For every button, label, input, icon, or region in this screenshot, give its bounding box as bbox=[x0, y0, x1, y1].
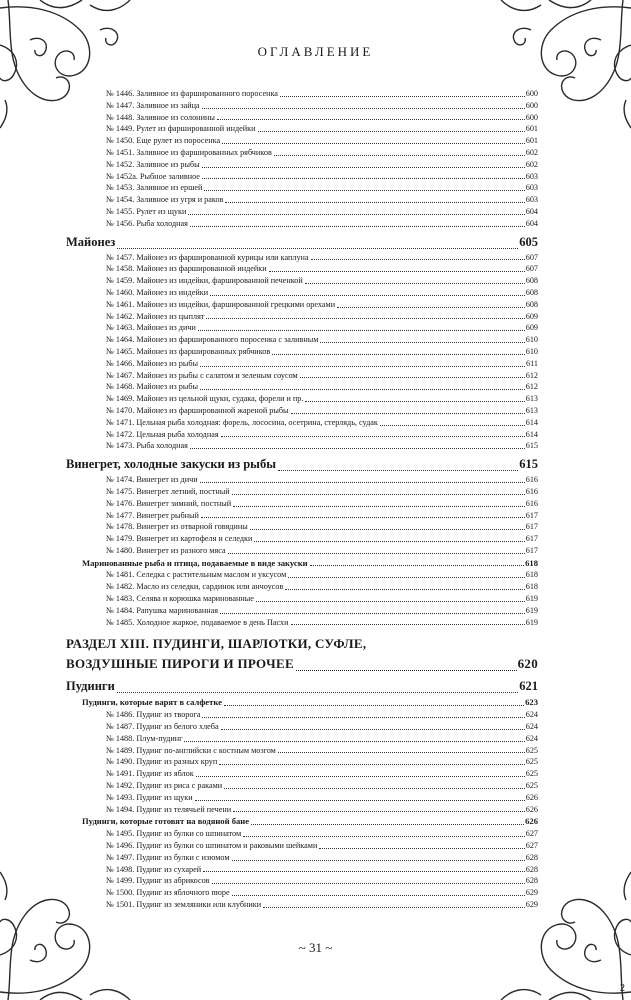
entry-page: 602 bbox=[525, 147, 538, 157]
entry-title: № 1459. Майонез из индейки, фаршированной печенкой bbox=[106, 276, 303, 286]
page-number: ~ 31 ~ bbox=[298, 940, 333, 955]
entry-page: 603 bbox=[525, 195, 538, 205]
dot-leader bbox=[202, 167, 525, 168]
entry-page: 629 bbox=[525, 900, 538, 910]
entry-title: № 1465. Майонез из фаршированных рябчиков bbox=[106, 346, 271, 356]
entry-title: № 1496. Пудинг из булки со шпинатом и раковыми шейками bbox=[106, 841, 318, 851]
dot-leader bbox=[202, 108, 525, 109]
toc-entry[interactable] bbox=[66, 100, 538, 112]
dot-leader bbox=[272, 354, 525, 355]
toc-entry[interactable] bbox=[66, 828, 538, 840]
toc-entry[interactable] bbox=[66, 440, 538, 452]
entry-title: № 1453. Заливное из ершей bbox=[106, 183, 203, 193]
entry-title: № 1448. Заливное из солонины bbox=[106, 112, 215, 122]
entry-title: № 1481. Селедка с растительным маслом и уксусом bbox=[106, 570, 287, 580]
entry-title: № 1466. Майонез из рыбы bbox=[106, 358, 199, 368]
entry-page: 625 bbox=[525, 769, 538, 779]
entry-page: 603 bbox=[525, 171, 538, 181]
toc-entry[interactable] bbox=[66, 474, 538, 486]
dot-leader bbox=[206, 318, 524, 319]
dot-leader bbox=[224, 788, 525, 789]
dot-leader bbox=[254, 541, 524, 542]
dot-leader bbox=[224, 705, 524, 706]
entry-title: № 1501. Пудинг из земляники или клубники bbox=[106, 900, 262, 910]
toc-entry[interactable] bbox=[66, 792, 538, 804]
entry-page: 617 bbox=[525, 510, 538, 520]
toc-entry[interactable] bbox=[66, 123, 538, 135]
toc-entry[interactable] bbox=[66, 780, 538, 792]
entry-page: 610 bbox=[525, 346, 538, 356]
dot-leader bbox=[228, 553, 525, 554]
subsection-title: Маринованные рыба и птица, подаваемые в виде закуски bbox=[82, 557, 308, 568]
entry-page: 610 bbox=[525, 335, 538, 345]
entry-page: 625 bbox=[525, 745, 538, 755]
toc-entry[interactable] bbox=[66, 875, 538, 887]
entry-group bbox=[66, 474, 538, 557]
entry-title: № 1463. Майонез из дичи bbox=[106, 323, 196, 333]
entry-title: № 1454. Заливное из угря и раков bbox=[106, 195, 224, 205]
toc-entry[interactable] bbox=[66, 405, 538, 417]
dot-leader bbox=[310, 565, 524, 566]
toc-entry[interactable] bbox=[66, 88, 538, 100]
part-title: ВОЗДУШНЫЕ ПИРОГИ И ПРОЧЕЕ bbox=[66, 656, 294, 672]
dot-leader bbox=[251, 824, 524, 825]
toc-entry[interactable] bbox=[66, 358, 538, 370]
subsection-page: 623 bbox=[525, 697, 538, 708]
toc-entry[interactable] bbox=[66, 322, 538, 334]
toc-entry[interactable] bbox=[66, 393, 538, 405]
dot-leader bbox=[311, 259, 525, 260]
entry-title: № 1446. Заливное из фаршированного поросенка bbox=[106, 89, 278, 98]
table-of-contents bbox=[66, 88, 538, 911]
entry-title: № 1456. Рыба холодная bbox=[106, 218, 188, 228]
section-title: Майонез bbox=[66, 234, 116, 249]
dot-leader bbox=[305, 283, 525, 284]
entry-title: № 1498. Пудинг из сухарей bbox=[106, 864, 202, 874]
section-page: 605 bbox=[519, 234, 538, 249]
entry-title: № 1499. Пудинг из абрикосов bbox=[106, 876, 210, 886]
toc-entry[interactable] bbox=[66, 311, 538, 323]
dot-leader bbox=[274, 155, 525, 156]
subsection-page: 626 bbox=[525, 816, 538, 827]
entry-title: № 1487. Пудинг из белого хлеба bbox=[106, 722, 219, 732]
subsection-heading[interactable] bbox=[66, 815, 538, 828]
entry-group bbox=[66, 88, 538, 230]
toc-entry[interactable] bbox=[66, 593, 538, 605]
entry-title: № 1488. Плум-пудинг bbox=[106, 733, 183, 743]
dot-leader bbox=[320, 342, 524, 343]
entry-page: 625 bbox=[525, 781, 538, 791]
entry-title: № 1452. Заливное из рыбы bbox=[106, 159, 200, 169]
entry-page: 618 bbox=[525, 582, 538, 592]
entry-title: № 1468. Майонез из рыбы bbox=[106, 382, 199, 392]
section-page: 615 bbox=[519, 457, 538, 472]
dot-leader bbox=[380, 425, 525, 426]
entry-title: № 1500. Пудинг из яблочного пюре bbox=[106, 888, 230, 898]
dot-leader bbox=[212, 883, 525, 884]
toc-entry[interactable] bbox=[66, 370, 538, 382]
entry-title: № 1475. Винегрет летний, постный bbox=[106, 486, 230, 496]
toc-entry[interactable] bbox=[66, 899, 538, 911]
entry-page: 600 bbox=[525, 112, 538, 122]
dot-leader bbox=[319, 848, 524, 849]
dot-leader bbox=[203, 871, 525, 872]
entry-page: 628 bbox=[525, 864, 538, 874]
dot-leader bbox=[220, 613, 525, 614]
dot-leader bbox=[278, 752, 525, 753]
toc-entry[interactable] bbox=[66, 768, 538, 780]
entry-page: 629 bbox=[525, 888, 538, 898]
dot-leader bbox=[278, 470, 518, 471]
dot-leader bbox=[200, 482, 525, 483]
entry-page: 608 bbox=[525, 276, 538, 286]
entry-title: № 1455. Рулет из щуки bbox=[106, 206, 187, 216]
entry-page: 624 bbox=[525, 710, 538, 720]
entry-page: 616 bbox=[525, 486, 538, 496]
entry-title: № 1491. Пудинг из яблок bbox=[106, 769, 194, 779]
toc-entry[interactable] bbox=[66, 147, 538, 159]
entry-page: 619 bbox=[525, 617, 538, 627]
dot-leader bbox=[196, 776, 525, 777]
dot-leader bbox=[202, 717, 524, 718]
entry-page: 625 bbox=[525, 757, 538, 767]
toc-entry[interactable] bbox=[66, 275, 538, 287]
entry-title: № 1470. Майонез из фаршированной жареной рыбы bbox=[106, 405, 289, 415]
toc-entry[interactable] bbox=[66, 112, 538, 124]
entry-page: 617 bbox=[525, 522, 538, 532]
entry-page: 614 bbox=[525, 417, 538, 427]
dot-leader bbox=[291, 624, 525, 625]
dot-leader bbox=[300, 377, 525, 378]
dot-leader bbox=[195, 800, 525, 801]
entry-page: 616 bbox=[525, 475, 538, 485]
entry-title: № 1449. Рулет из фаршированной индейки bbox=[106, 124, 256, 134]
entry-page: 608 bbox=[525, 299, 538, 309]
dot-leader bbox=[204, 190, 524, 191]
running-head: ОГЛАВЛЕНИЕ bbox=[257, 44, 374, 59]
toc-entry[interactable] bbox=[66, 429, 538, 441]
entry-page: 628 bbox=[525, 852, 538, 862]
dot-leader bbox=[202, 178, 525, 179]
toc-entry[interactable] bbox=[66, 486, 538, 498]
toc-entry[interactable] bbox=[66, 287, 538, 299]
toc-entry[interactable] bbox=[66, 498, 538, 510]
dot-leader bbox=[221, 436, 525, 437]
entry-title: № 1477. Винегрет рыбный bbox=[106, 510, 199, 520]
entry-title: № 1497. Пудинг из булки с изюмом bbox=[106, 852, 230, 862]
toc-entry[interactable] bbox=[66, 346, 538, 358]
entry-page: 618 bbox=[525, 570, 538, 580]
entry-page: 607 bbox=[525, 264, 538, 274]
dot-leader bbox=[256, 601, 525, 602]
entry-title: № 1493. Пудинг из щуки bbox=[106, 792, 193, 802]
dot-leader bbox=[296, 670, 517, 671]
toc-entry[interactable] bbox=[66, 581, 538, 593]
entry-title: № 1492. Пудинг из риса с раками bbox=[106, 781, 223, 791]
entry-page: 614 bbox=[525, 429, 538, 439]
dot-leader bbox=[200, 389, 525, 390]
entry-page: 616 bbox=[525, 498, 538, 508]
entry-title: № 1472. Цельная рыба холодная bbox=[106, 429, 219, 439]
entry-title: № 1479. Винегрет из картофеля и селедки bbox=[106, 534, 253, 544]
subsection-title: Пудинги, которые готовят на водяной бане bbox=[82, 816, 250, 827]
entry-title: № 1480. Винегрет из разного мяса bbox=[106, 545, 226, 555]
part-heading-line1[interactable]: РАЗДЕЛ XIII. ПУДИНГИ, ШАРЛОТКИ, СУФЛЕ, bbox=[66, 636, 367, 652]
entry-title: № 1482. Масло из селедки, сардинок или анчоусов bbox=[106, 582, 284, 592]
entry-title: № 1471. Цельная рыба холодная: форель, лососина, осетрина, стерлядь, судак bbox=[106, 417, 378, 427]
dot-leader bbox=[217, 119, 525, 120]
toc-entry[interactable] bbox=[66, 218, 538, 230]
entry-page: 600 bbox=[525, 89, 538, 98]
section-title: Пудинги bbox=[66, 679, 115, 694]
part-heading-line2[interactable] bbox=[66, 654, 538, 674]
toc-entry[interactable] bbox=[66, 521, 538, 533]
toc-entry[interactable] bbox=[66, 545, 538, 557]
entry-title: № 1486. Пудинг из творога bbox=[106, 710, 201, 720]
entry-title: № 1473. Рыба холодная bbox=[106, 441, 188, 451]
entry-title: № 1461. Майонез из индейки, фаршированной грецкими орехами bbox=[106, 299, 336, 309]
toc-entry[interactable] bbox=[66, 721, 538, 733]
toc-entry[interactable] bbox=[66, 709, 538, 721]
toc-entry[interactable] bbox=[66, 864, 538, 876]
entry-page: 619 bbox=[525, 594, 538, 604]
toc-entry[interactable] bbox=[66, 159, 538, 171]
section-title: Винегрет, холодные закуски из рыбы bbox=[66, 457, 276, 472]
entry-title: № 1450. Еще рулет из поросенка bbox=[106, 136, 221, 146]
dot-leader bbox=[291, 413, 525, 414]
toc-entry[interactable] bbox=[66, 887, 538, 899]
entry-page: 612 bbox=[525, 370, 538, 380]
entry-group bbox=[66, 828, 538, 911]
corner-number: 2 bbox=[620, 983, 625, 994]
toc-entry[interactable] bbox=[66, 756, 538, 768]
entry-page: 602 bbox=[525, 159, 538, 169]
toc-entry[interactable] bbox=[66, 171, 538, 183]
entry-page: 624 bbox=[525, 722, 538, 732]
entry-title: № 1495. Пудинг из булки со шпинатом bbox=[106, 829, 242, 839]
entry-page: 612 bbox=[525, 382, 538, 392]
dot-leader bbox=[200, 366, 525, 367]
entry-page: 611 bbox=[526, 358, 538, 368]
entry-title: № 1483. Селява и корюшка маринованные bbox=[106, 594, 254, 604]
part-page: 620 bbox=[517, 656, 538, 672]
entry-group bbox=[66, 709, 538, 815]
toc-entry[interactable] bbox=[66, 510, 538, 522]
toc-entry[interactable] bbox=[66, 252, 538, 264]
toc-entry[interactable] bbox=[66, 605, 538, 617]
entry-page: 613 bbox=[525, 394, 538, 404]
toc-entry[interactable] bbox=[66, 840, 538, 852]
dot-leader bbox=[337, 307, 525, 308]
entry-page: 601 bbox=[525, 124, 538, 134]
entry-group bbox=[66, 252, 538, 453]
toc-entry[interactable] bbox=[66, 533, 538, 545]
toc-entry[interactable] bbox=[66, 852, 538, 864]
toc-entry[interactable] bbox=[66, 381, 538, 393]
dot-leader bbox=[219, 764, 524, 765]
toc-entry[interactable] bbox=[66, 569, 538, 581]
entry-page: 607 bbox=[525, 252, 538, 262]
entry-group bbox=[66, 569, 538, 628]
toc-entry[interactable] bbox=[66, 299, 538, 311]
toc-entry[interactable] bbox=[66, 745, 538, 757]
dot-leader bbox=[188, 214, 524, 215]
entry-page: 613 bbox=[525, 405, 538, 415]
entry-page: 609 bbox=[525, 311, 538, 321]
dot-leader bbox=[305, 401, 524, 402]
entry-title: № 1451. Заливное из фаршированных рябчиков bbox=[106, 147, 272, 157]
dot-leader bbox=[233, 811, 525, 812]
entry-title: № 1489. Пудинг по-английски с костным мозгом bbox=[106, 745, 276, 755]
entry-page: 617 bbox=[525, 545, 538, 555]
entry-title: № 1464. Майонез из фаршированного поросенка с заливным bbox=[106, 335, 319, 345]
dot-leader bbox=[233, 506, 525, 507]
dot-leader bbox=[258, 131, 525, 132]
entry-title: № 1485. Холодное жаркое, подаваемое в день Пасхи bbox=[106, 617, 289, 627]
entry-page: 628 bbox=[525, 876, 538, 886]
entry-page: 619 bbox=[525, 605, 538, 615]
entry-title: № 1494. Пудинг из телячьей печени bbox=[106, 804, 232, 814]
entry-page: 627 bbox=[525, 841, 538, 851]
toc-entry[interactable] bbox=[66, 733, 538, 745]
entry-page: 608 bbox=[525, 287, 538, 297]
dot-leader bbox=[232, 895, 525, 896]
entry-page: 603 bbox=[525, 183, 538, 193]
toc-entry[interactable] bbox=[66, 194, 538, 206]
dot-leader bbox=[263, 907, 525, 908]
entry-title: № 1458. Майонез из фаршированной индейки bbox=[106, 264, 267, 274]
dot-leader bbox=[210, 295, 525, 296]
entry-page: 626 bbox=[525, 804, 538, 814]
subsection-page: 618 bbox=[525, 557, 538, 568]
entry-page: 627 bbox=[525, 829, 538, 839]
toc-entry[interactable] bbox=[66, 617, 538, 629]
subsection-heading[interactable] bbox=[66, 696, 538, 709]
dot-leader bbox=[222, 143, 525, 144]
entry-page: 617 bbox=[525, 534, 538, 544]
entry-title: № 1476. Винегрет зимний, постный bbox=[106, 498, 232, 508]
dot-leader bbox=[184, 741, 524, 742]
entry-page: 600 bbox=[525, 100, 538, 110]
toc-entry[interactable] bbox=[66, 263, 538, 275]
entry-page: 601 bbox=[525, 136, 538, 146]
dot-leader bbox=[221, 729, 525, 730]
toc-entry[interactable] bbox=[66, 206, 538, 218]
toc-entry[interactable] bbox=[66, 804, 538, 816]
entry-title: № 1452а. Рыбное заливное bbox=[106, 171, 200, 181]
dot-leader bbox=[243, 836, 525, 837]
entry-title: № 1490. Пудинг из разных круп bbox=[106, 757, 218, 767]
entry-title: № 1457. Майонез из фаршированной курицы или каплуна bbox=[106, 252, 309, 262]
dot-leader bbox=[288, 577, 524, 578]
dot-leader bbox=[269, 271, 525, 272]
entry-title: № 1447. Заливное из зайца bbox=[106, 100, 200, 110]
section-page: 621 bbox=[519, 679, 538, 694]
dot-leader bbox=[280, 96, 525, 97]
entry-page: 604 bbox=[525, 206, 538, 216]
dot-leader bbox=[232, 860, 525, 861]
section-heading[interactable] bbox=[66, 674, 538, 696]
section-heading[interactable] bbox=[66, 230, 538, 252]
toc-entry[interactable] bbox=[66, 334, 538, 346]
entry-page: 615 bbox=[525, 441, 538, 451]
entry-title: № 1484. Рапушка маринованная bbox=[106, 605, 218, 615]
toc-entry[interactable] bbox=[66, 182, 538, 194]
toc-entry[interactable] bbox=[66, 135, 538, 147]
entry-title: № 1460. Майонез из индейки bbox=[106, 287, 209, 297]
dot-leader bbox=[250, 529, 525, 530]
dot-leader bbox=[190, 226, 525, 227]
dot-leader bbox=[225, 202, 524, 203]
entry-title: № 1462. Майонез из цыплят bbox=[106, 311, 205, 321]
entry-page: 609 bbox=[525, 323, 538, 333]
dot-leader bbox=[190, 448, 525, 449]
dot-leader bbox=[198, 330, 525, 331]
entry-page: 624 bbox=[525, 733, 538, 743]
entry-page: 626 bbox=[525, 792, 538, 802]
dot-leader bbox=[117, 692, 518, 693]
entry-page: 604 bbox=[525, 218, 538, 228]
dot-leader bbox=[117, 248, 518, 249]
entry-title: № 1469. Майонез из цельной щуки, судака, форели и пр. bbox=[106, 394, 304, 404]
entry-title: № 1478. Винегрет из отварной говядины bbox=[106, 522, 248, 532]
toc-entry[interactable] bbox=[66, 417, 538, 429]
subsection-heading[interactable] bbox=[66, 557, 538, 570]
subsection-title: Пудинги, которые варят в салфетке bbox=[82, 697, 222, 708]
section-heading[interactable] bbox=[66, 452, 538, 474]
entry-title: № 1467. Майонез из рыбы с салатом и зеленым соусом bbox=[106, 370, 298, 380]
dot-leader bbox=[285, 589, 524, 590]
entry-title: № 1474. Винегрет из дичи bbox=[106, 475, 198, 485]
dot-leader bbox=[232, 494, 525, 495]
dot-leader bbox=[201, 517, 525, 518]
